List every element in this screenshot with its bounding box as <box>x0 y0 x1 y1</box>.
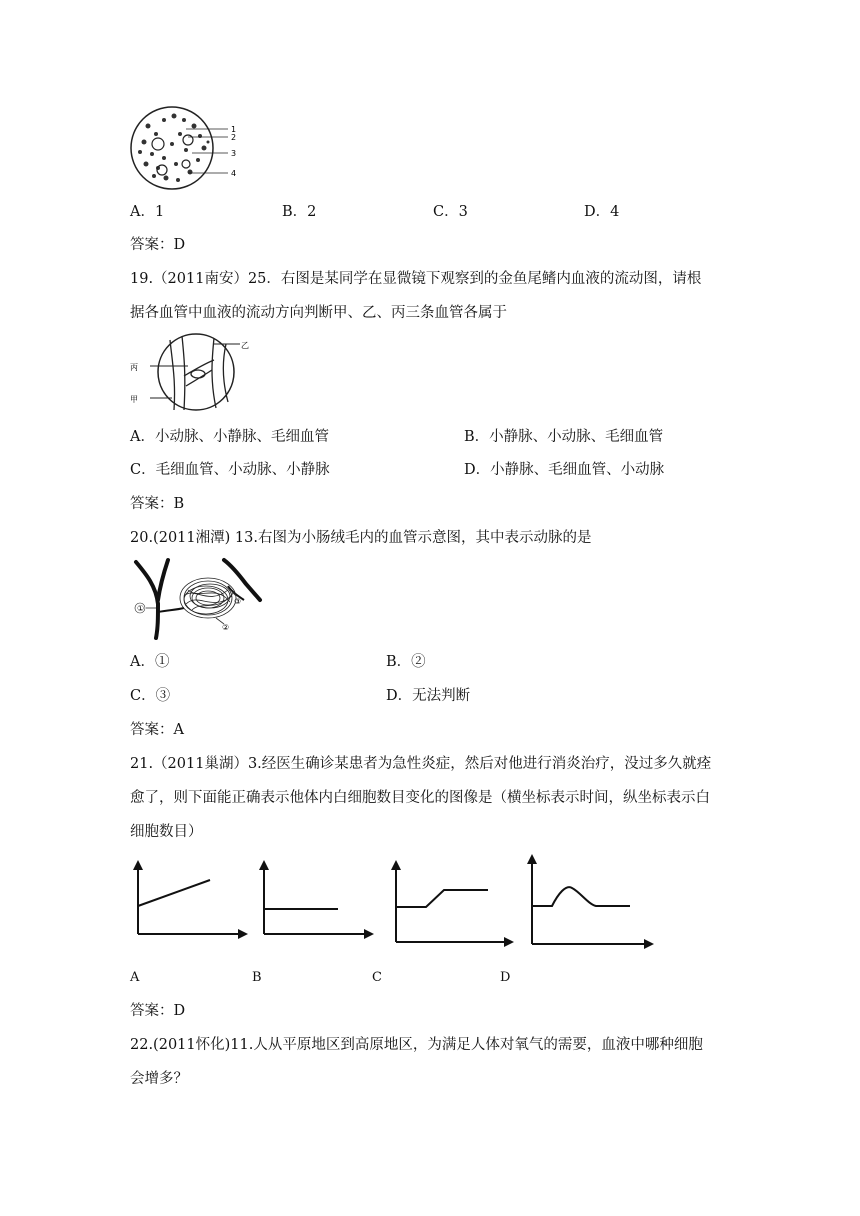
q20-option-a: A．① <box>130 654 170 670</box>
q20-option-c: C．③ <box>130 688 171 704</box>
vessel-label-bing: 丙 <box>130 363 138 372</box>
q18-option-c: C．3 <box>433 204 468 220</box>
smear-label-2: 2 <box>231 133 237 142</box>
graph-a-curve <box>138 880 210 906</box>
graph-b-label: B <box>252 970 262 985</box>
q20-answer: 答案：A <box>130 722 184 738</box>
q21-stem-line1: 21.（2011巢湖）3.经医生确诊某患者为急性炎症，然后对他进行消炎治疗，没过多久就痊 <box>130 756 712 772</box>
q21-stem-line2: 愈了，则下面能正确表示他体内白细胞数目变化的图像是（横坐标表示时间，纵坐标表示白 <box>130 790 710 806</box>
q19-stem-line2: 据各血管中血液的流动方向判断甲、乙、丙三条血管各属于 <box>130 305 507 321</box>
blood-smear-figure <box>128 104 248 190</box>
q18-option-d: D．4 <box>584 204 620 220</box>
q20-option-b: B．② <box>386 654 426 670</box>
villus-capillary-figure <box>128 556 268 642</box>
vessel-label-jia: 甲 <box>130 395 138 404</box>
q22-stem-line1: 22.(2011怀化)11.人从平原地区到高原地区，为满足人体对氧气的需要，血液中哪种细胞 <box>130 1037 703 1053</box>
graph-a <box>128 858 252 942</box>
graph-d-curve <box>532 887 630 906</box>
graph-c-curve <box>396 890 488 907</box>
graph-b <box>254 858 378 942</box>
smear-label-3: 3 <box>231 149 237 158</box>
q19-option-a: A．小动脉、小静脉、毛细血管 <box>130 429 329 445</box>
q20-option-d: D．无法判断 <box>386 688 471 704</box>
graph-d-label: D <box>500 970 511 985</box>
q19-stem-line1: 19.（2011南安）25．右图是某同学在显微镜下观察到的金鱼尾鳍内血液的流动图，请根 <box>130 271 702 287</box>
graph-c <box>384 858 518 950</box>
q21-stem-line3: 细胞数目） <box>130 824 203 840</box>
vessel-marker-3: ③ <box>234 597 242 606</box>
q18-answer: 答案：D <box>130 237 186 253</box>
q19-option-c: C．毛细血管、小动脉、小静脉 <box>130 462 330 478</box>
q22-stem-line2: 会增多？ <box>130 1071 188 1087</box>
q20-stem-line1: 20.(2011湘潭) 13.右图为小肠绒毛内的血管示意图，其中表示动脉的是 <box>130 530 592 546</box>
q19-option-d: D．小静脉、毛细血管、小动脉 <box>464 462 665 478</box>
vessel-marker-2: ② <box>222 623 230 632</box>
q19-answer: 答案：B <box>130 496 185 512</box>
q21-answer: 答案：D <box>130 1003 186 1019</box>
smear-label-1: 1 <box>231 125 237 134</box>
graph-c-label: C <box>372 970 382 985</box>
q18-option-a: A．1 <box>130 204 165 220</box>
vessel-marker-1: ① <box>137 604 145 613</box>
graph-a-label: A <box>130 970 140 985</box>
graph-d <box>520 852 658 950</box>
fish-tail-blood-flow-figure <box>128 330 253 416</box>
vessel-label-yi: 乙 <box>241 341 249 350</box>
q19-option-b: B．小静脉、小动脉、毛细血管 <box>464 429 664 445</box>
smear-label-4: 4 <box>231 169 237 178</box>
q18-option-b: B．2 <box>282 204 317 220</box>
